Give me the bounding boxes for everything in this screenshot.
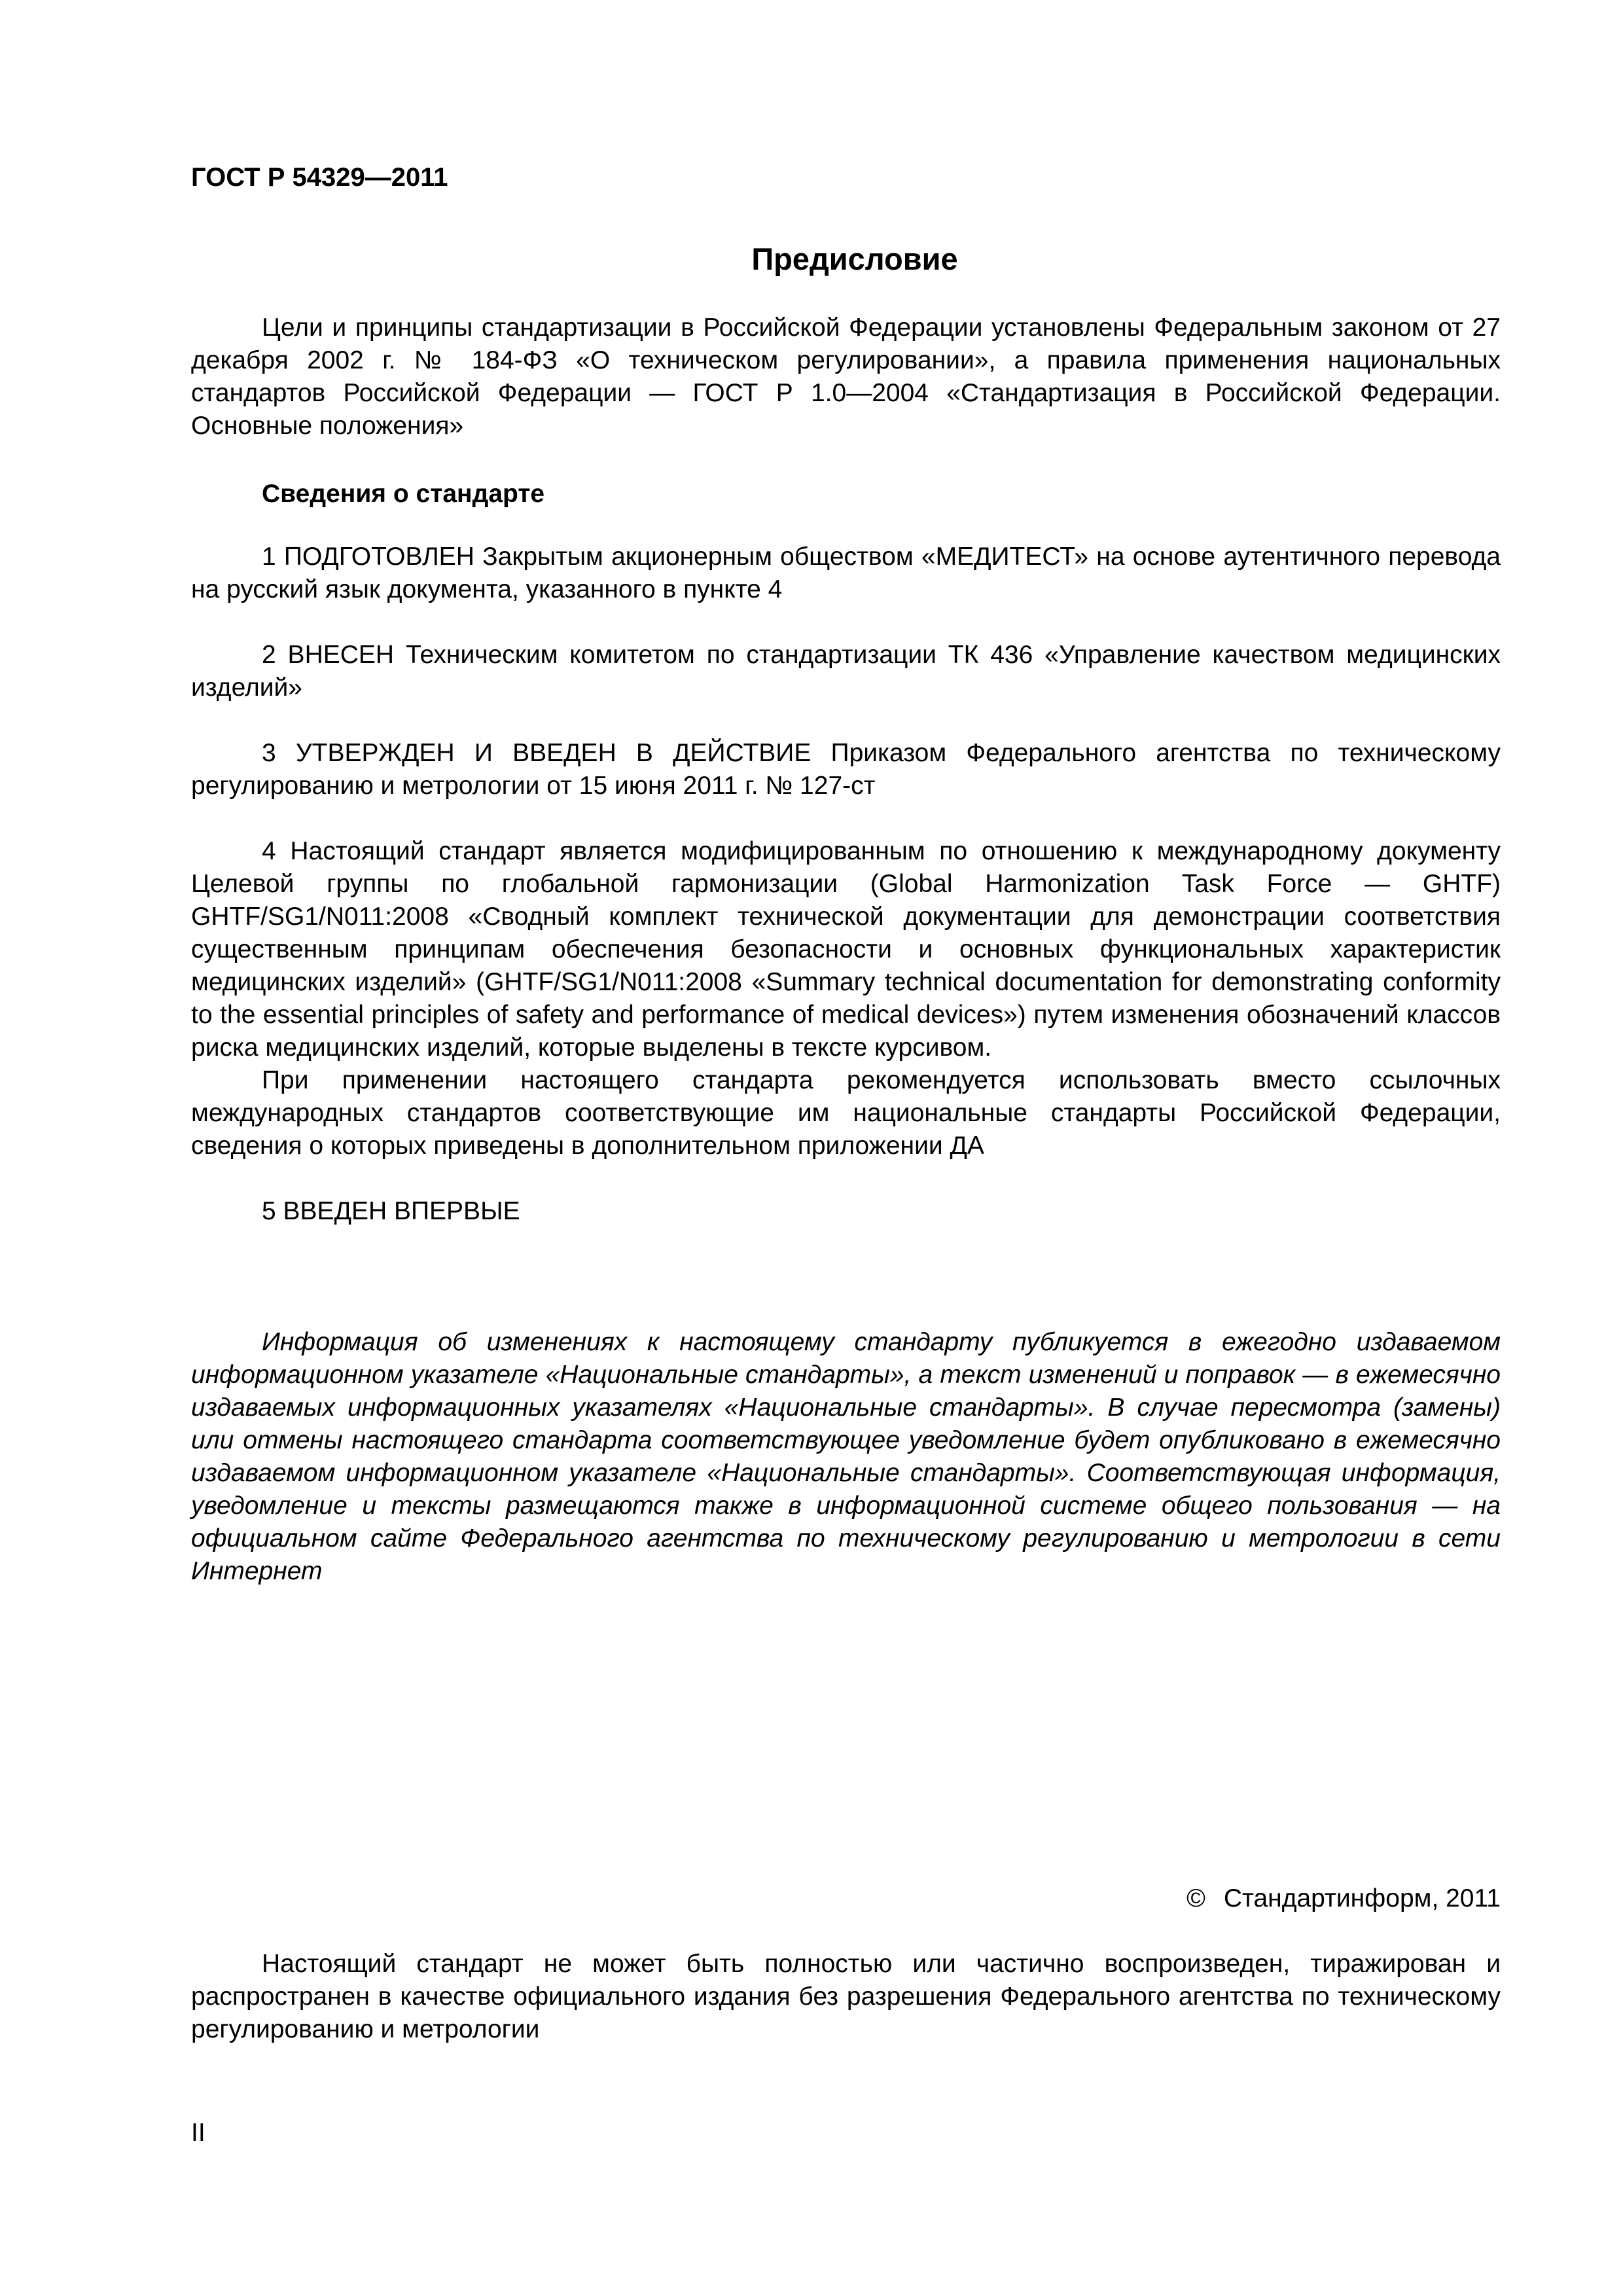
reproduction-notice: Настоящий стандарт не может быть полностью или частично воспроизведен, тиражирован и распространен в качестве официального издания без разрешения Федерального агентства по техническому регулированию и метрологии [191,1950,1501,2043]
info-item-2: 2 ВНЕСЕН Техническим комитетом по стандартизации ТК 436 «Управление качеством медицинских изделий» [191,641,1501,702]
info-item-5: 5 ВВЕДЕН ВПЕРВЫЕ [262,1197,520,1225]
page-number: II [191,2119,205,2147]
info-item-4-note: При применении настоящего стандарта рекомендуется использовать вместо ссылочных международных стандартов соответствующие им национальные стандарты Российской Федерации, сведения о которых приведены в дополнительном приложении ДА [191,1066,1501,1160]
copyright-line [1186,1882,1501,1915]
changes-notice: Информация об изменениях к настоящему стандарту публикуется в ежегодно издаваемом информационном указателе «Национальные стандарты», а текст изменений и поправок — в ежемесячно издаваемых информационных указателях «Национальные стандарты». В случае пересмотра (замены) или отмены настоящего стандарта соответствующее уведомление будет опубликовано в ежемесячно издаваемом информационном указателе «Национальные стандарты». Соответствующая информация, уведомление и тексты размещаются также в информационной системе общего пользования — на официальном сайте Федерального агентства по техническому регулированию и метрологии в сети Интернет [191,1328,1501,1585]
page-title: Предисловие [751,242,958,276]
standard-info-heading: Сведения о стандарте [262,480,545,508]
info-item-4: 4 Настоящий стандарт является модифицированным по отношению к международному документу Целевой группы по глобальной гармонизации (Global Harmonization Task Force — GHTF) GHTF/SG1/N011:2008 «Сводный комплект технической документации для демонстрации соответствия существенным принципам обеспечения безопасности и основных функциональных характеристик медицинских изделий» (GHTF/SG1/N011:2008 «Summary technical documentation for demonstrating conformity to the essential principles of safety and performance of medical devices») путем изменения обозначений классов риска медицинских изделий, которые выделены в тексте курсивом. [191,837,1501,1062]
info-item-1: 1 ПОДГОТОВЛЕН Закрытым акционерным обществом «МЕДИТЕСТ» на основе аутентичного перевода на русский язык документа, указанного в пункте 4 [191,543,1501,603]
document-code-header: ГОСТ Р 54329—2011 [191,163,448,192]
info-item-3: 3 УТВЕРЖДЕН И ВВЕДЕН В ДЕЙСТВИЕ Приказом Федерального агентства по техническому регулированию и метрологии от 15 июня 2011 г. № 127-ст [191,739,1501,800]
copyright-holder: Стандартинформ, 2011 [1223,1884,1501,1912]
intro-paragraph: Цели и принципы стандартизации в Российской Федерации установлены Федеральным законом от 27 декабря 2002 г. № 184-ФЗ «О техническом регулировании», а правила применения национальных стандартов Российской Федерации — ГОСТ Р 1.0—2004 «Стандартизация в Российской Федерации. Основные положения» [191,314,1501,440]
copyright-symbol: © [1186,1884,1205,1912]
